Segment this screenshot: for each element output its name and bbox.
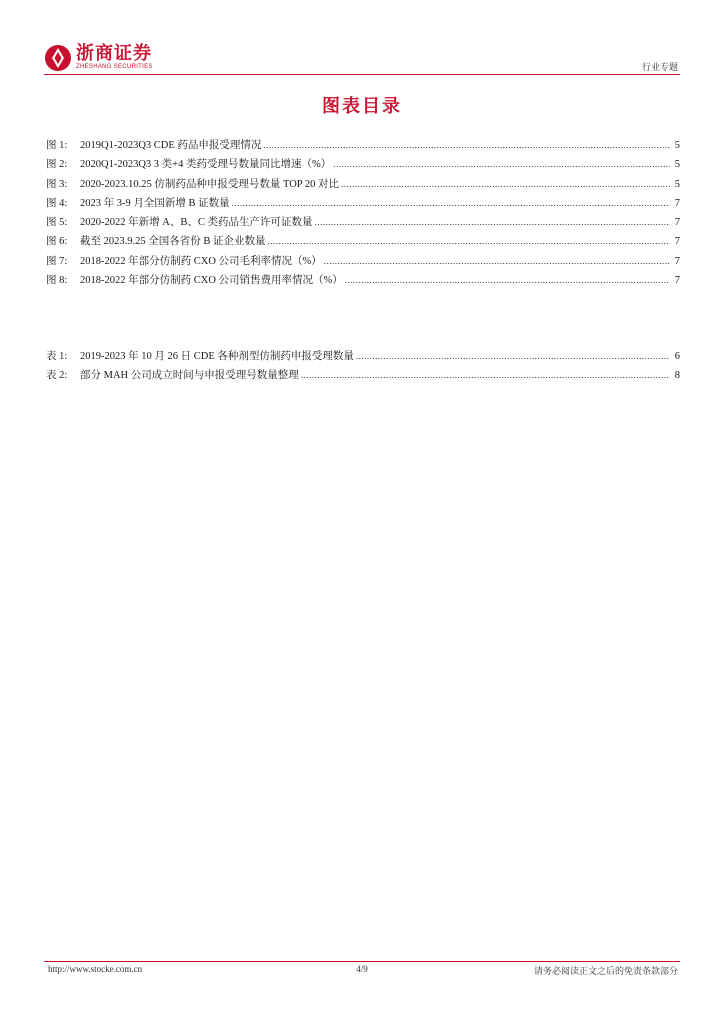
entry-page-number: 8	[674, 370, 680, 382]
figure-entry[interactable]	[46, 233, 680, 252]
entry-label: 图 3:	[46, 178, 68, 190]
figure-entry[interactable]	[46, 176, 680, 195]
dot-leader	[232, 198, 670, 208]
dot-leader	[301, 370, 670, 380]
page-title: 图表目录	[322, 96, 402, 117]
entry-title: 2018-2022 年部分仿制药 CXO 公司毛利率情况（%）	[80, 255, 322, 267]
entry-label: 表 2:	[46, 370, 68, 382]
logo-subtext: ZHESHANG SECURITIES	[76, 64, 153, 70]
dot-leader	[268, 236, 670, 246]
entry-title: 2018-2022 年部分仿制药 CXO 公司销售费用率情况（%）	[80, 275, 343, 287]
table-list	[46, 348, 680, 387]
entry-page-number: 6	[674, 351, 680, 362]
figure-entry[interactable]	[46, 214, 680, 233]
entry-title: 2019-2023 年 10 月 26 日 CDE 各种剂型仿制药申报受理数量	[80, 351, 354, 362]
figure-entry[interactable]	[46, 137, 680, 156]
logo-text: 浙商证券	[76, 43, 152, 64]
entry-page-number: 7	[674, 236, 680, 248]
entry-label: 表 1:	[46, 351, 68, 362]
figure-entry[interactable]	[46, 272, 680, 291]
dot-leader	[314, 217, 670, 227]
entry-label: 图 4:	[46, 197, 68, 209]
entry-title: 部分 MAH 公司成立时间与申报受理号数量整理	[80, 370, 299, 382]
entry-page-number: 7	[674, 217, 680, 229]
entry-title: 2019Q1-2023Q3 CDE 药品申报受理情况	[80, 140, 262, 151]
entry-page-number: 7	[674, 255, 680, 267]
entry-title: 2020-2022 年新增 A、B、C 类药品生产许可证数量	[80, 217, 313, 229]
entry-page-number: 7	[674, 197, 680, 209]
entry-page-number: 5	[674, 140, 680, 151]
entry-title: 2020-2023.10.25 仿制药品种申报受理号数量 TOP 20 对比	[80, 178, 340, 190]
disclaimer-note: 请务必阅读正文之后的免责条款部分	[533, 967, 678, 977]
logo-mark-icon	[44, 44, 72, 72]
entry-title: 2023 年 3-9 月全国新增 B 证数量	[80, 197, 230, 209]
entry-label: 图 5:	[46, 217, 68, 229]
entry-page-number: 5	[674, 178, 680, 190]
report-category: 行业专题	[641, 63, 678, 73]
entry-label: 图 2:	[46, 159, 68, 171]
entry-label: 图 1:	[46, 140, 68, 151]
dot-leader	[345, 275, 670, 285]
figure-entry[interactable]	[46, 156, 680, 175]
entry-page-number: 5	[674, 159, 680, 171]
footer-divider	[44, 961, 680, 962]
entry-label: 图 7:	[46, 255, 68, 267]
dot-leader	[341, 179, 670, 189]
figure-entry[interactable]	[46, 195, 680, 214]
dot-leader	[263, 140, 670, 150]
entry-title: 2020Q1-2023Q3 3 类+4 类药受理号数量同比增速（%）	[80, 159, 332, 171]
table-entry[interactable]	[46, 367, 680, 386]
page-footer	[44, 964, 680, 978]
entry-title: 截至 2023.9.25 全国各省份 B 证企业数量	[80, 236, 266, 248]
header-divider	[44, 74, 680, 75]
dot-leader	[324, 256, 670, 266]
entry-page-number: 7	[674, 275, 680, 287]
page-header	[44, 42, 680, 76]
figure-list	[46, 137, 680, 291]
dot-leader	[356, 351, 670, 361]
company-logo	[44, 42, 174, 76]
dot-leader	[333, 159, 670, 169]
entry-label: 图 8:	[46, 275, 68, 287]
table-entry[interactable]	[46, 348, 680, 367]
entry-label: 图 6:	[46, 236, 68, 248]
figure-entry[interactable]	[46, 253, 680, 272]
page-number: 4/9	[356, 964, 368, 974]
website-link[interactable]: http://www.stocke.com.cn	[48, 964, 143, 974]
